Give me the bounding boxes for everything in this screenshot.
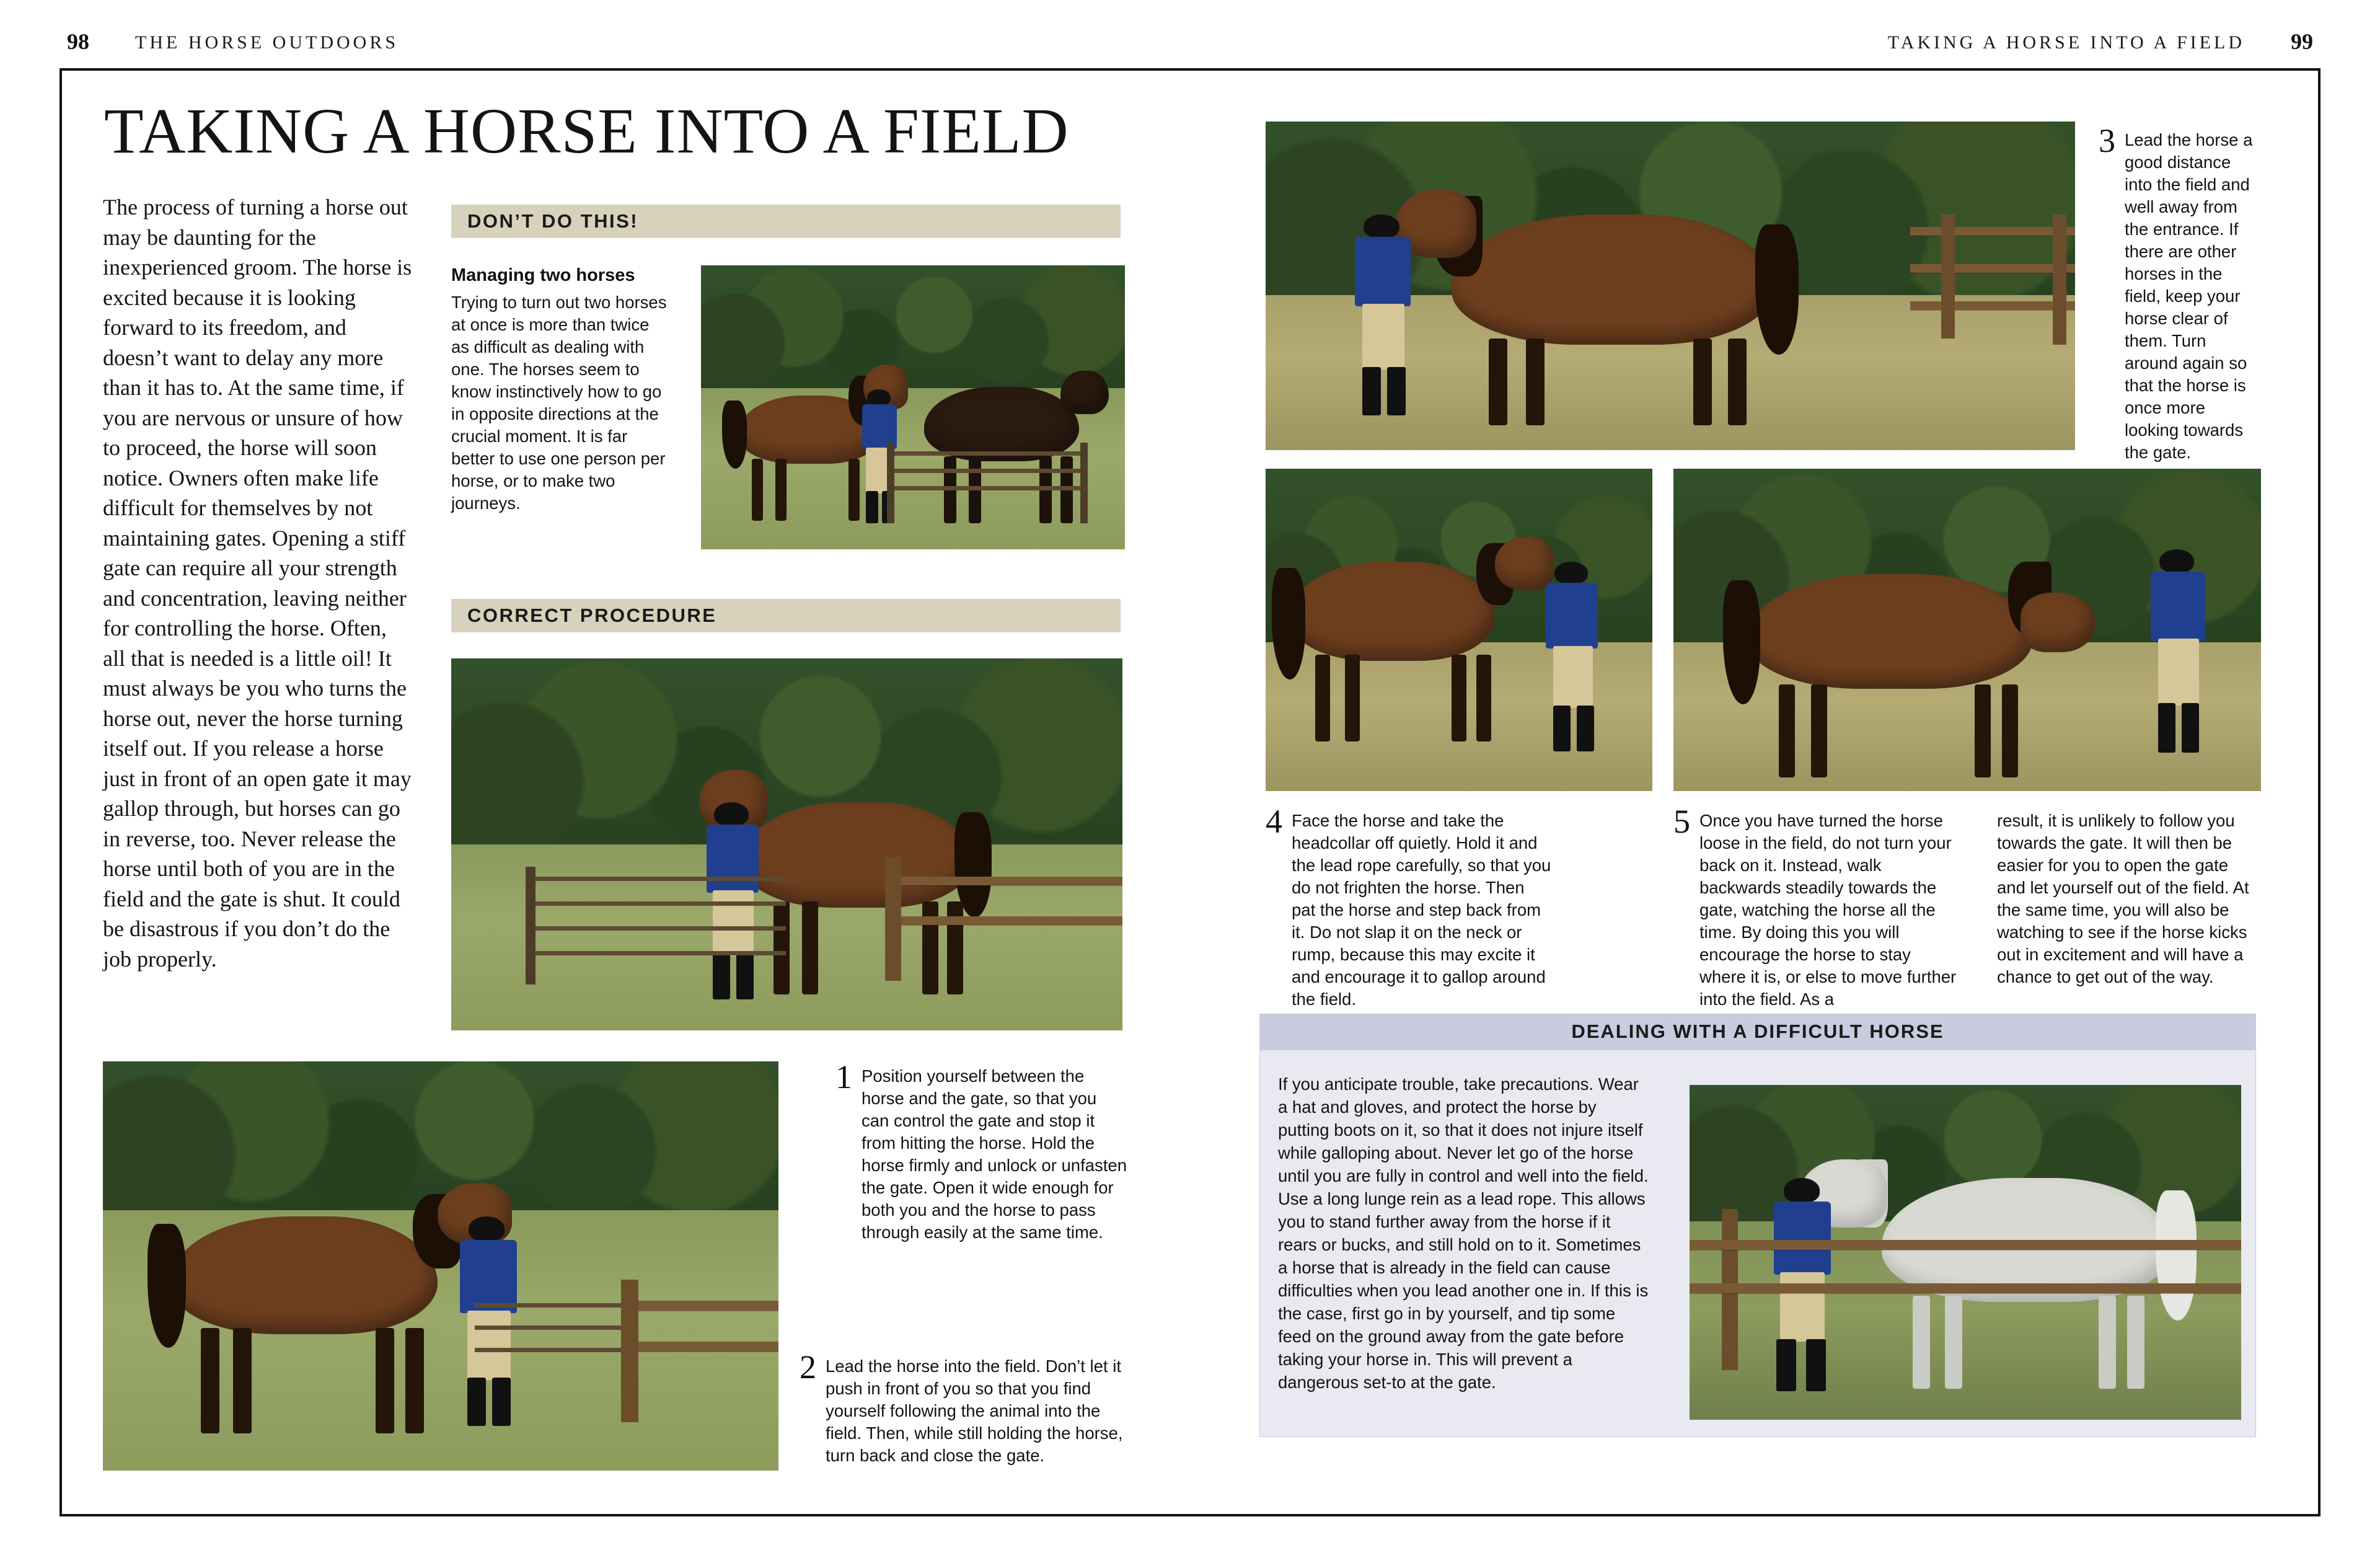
section-bar-correct: CORRECT PROCEDURE [451, 599, 1121, 632]
step-5-body: Once you have turned the horse loose in the field, do not turn your back on it. Instead, walk backwards steadily towards the gate, watching the horse all the time. By doing this you will encourage the horse to stay where it is, or else to move further into the field. As a [1699, 811, 1957, 1009]
photo-walking-backwards [1673, 469, 2261, 791]
step-3-body: Lead the horse a good distance into the field and well away from the entrance. If there are other horses in the field, keep your horse clear of them. Turn around again so that the horse is once more looking towards the gate. [2125, 130, 2253, 462]
folio-left: 98 [67, 29, 89, 54]
step-5-body-continued: result, it is unlikely to follow you towards the gate. It will then be easier for you to open the gate and let yourself out of the field. At the same time, you will also be watching to see if the horse kicks out in excitement and will have a chance to get out of the way. [1997, 811, 2249, 986]
dont-body: Trying to turn out two horses at once is more than twice as difficult as dealing with one. The horses seem to know instinctively how to go in opposite directions at the crucial moment. It is far better to use one person per horse, or to make two journeys. [451, 293, 667, 513]
photo-opening-gate [451, 658, 1122, 1030]
difficult-horse-body: If you anticipate trouble, take precautions. Wear a hat and gloves, and protect the horse by putting boots on it, so that it does not injure itself while galloping about. Never let go of the horse until you are fully in control and well into the field. Use a long lunge rein as a lead rope. This allows you to stand further away from the horse if it rears or bucks, and still hold on to it. Sometimes a horse that is already in the field can cause difficulties when you lead another one in. If this is the case, first go in by yourself, and tip some feed on the ground away from the gate before taking your horse in. This will prevent a dangerous set-to at the gate. [1278, 1074, 1649, 1392]
intro-paragraph: The process of turning a horse out may be daunting for the inexperienced groom. The horse is excited because it is looking forward to its freedom, and doesn’t want to delay any more than it has to. At the same time, if you are nervous or unsure of how to proceed, the horse will soon notice. Owners often make life difficult for themselves by not maintaining gates. Opening a stiff gate can require all your strength and concentration, leaving neither for controlling the horse. Often, all that is needed is a little oil! It must always be you who turns the horse out, never the horse turning itself out. If you release a horse just in front of an open gate it may gallop through, but horses can go in reverse, too. Never release the horse until both of you are in the field and the gate is shut. It could be disastrous if you don’t do the job properly. [103, 195, 412, 972]
dont-subhead: Managing two horses [451, 265, 635, 285]
section-bar-dont: DON’T DO THIS! [451, 205, 1121, 238]
running-head-left: THE HORSE OUTDOORS [135, 32, 399, 53]
step-2-number: 2 [800, 1348, 816, 1386]
page-title: TAKING A HORSE INTO A FIELD [104, 95, 1069, 167]
folio-right: 99 [2291, 29, 2313, 54]
photo-walking-in-field [1266, 122, 2075, 450]
running-head-right: TAKING A HORSE INTO A FIELD [1887, 32, 2245, 53]
photo-removing-headcollar [1266, 469, 1652, 791]
photo-difficult-horse [1690, 1085, 2241, 1420]
photo-leading-through-gate [103, 1061, 778, 1471]
step-3-number: 3 [2099, 122, 2115, 159]
step-2-body: Lead the horse into the field. Don’t let it push in front of you so that you find yourself following the animal into the field. Then, while still holding the horse, turn back and close the gate. [826, 1357, 1123, 1465]
step-1-body: Position yourself between the horse and the gate, so that you can control the gate and stop it from hitting the horse. Hold the horse firmly and unlock or unfasten the gate. Open it wide enough for both you and the horse to pass through easily at the same time. [862, 1066, 1127, 1242]
step-4-body: Face the horse and take the headcollar off quietly. Hold it and the lead rope carefully, so that you do not frighten the horse. Then pat the horse and step back from it. Do not slap it on the neck or rump, because this may excite it and encourage it to gallop around the field. [1292, 811, 1551, 1009]
step-5-number: 5 [1673, 803, 1690, 840]
step-1-number: 1 [835, 1058, 852, 1095]
section-bar-difficult: DEALING WITH A DIFFICULT HORSE [1259, 1014, 2256, 1050]
step-4-number: 4 [1266, 803, 1282, 840]
photo-two-horses [701, 265, 1125, 549]
